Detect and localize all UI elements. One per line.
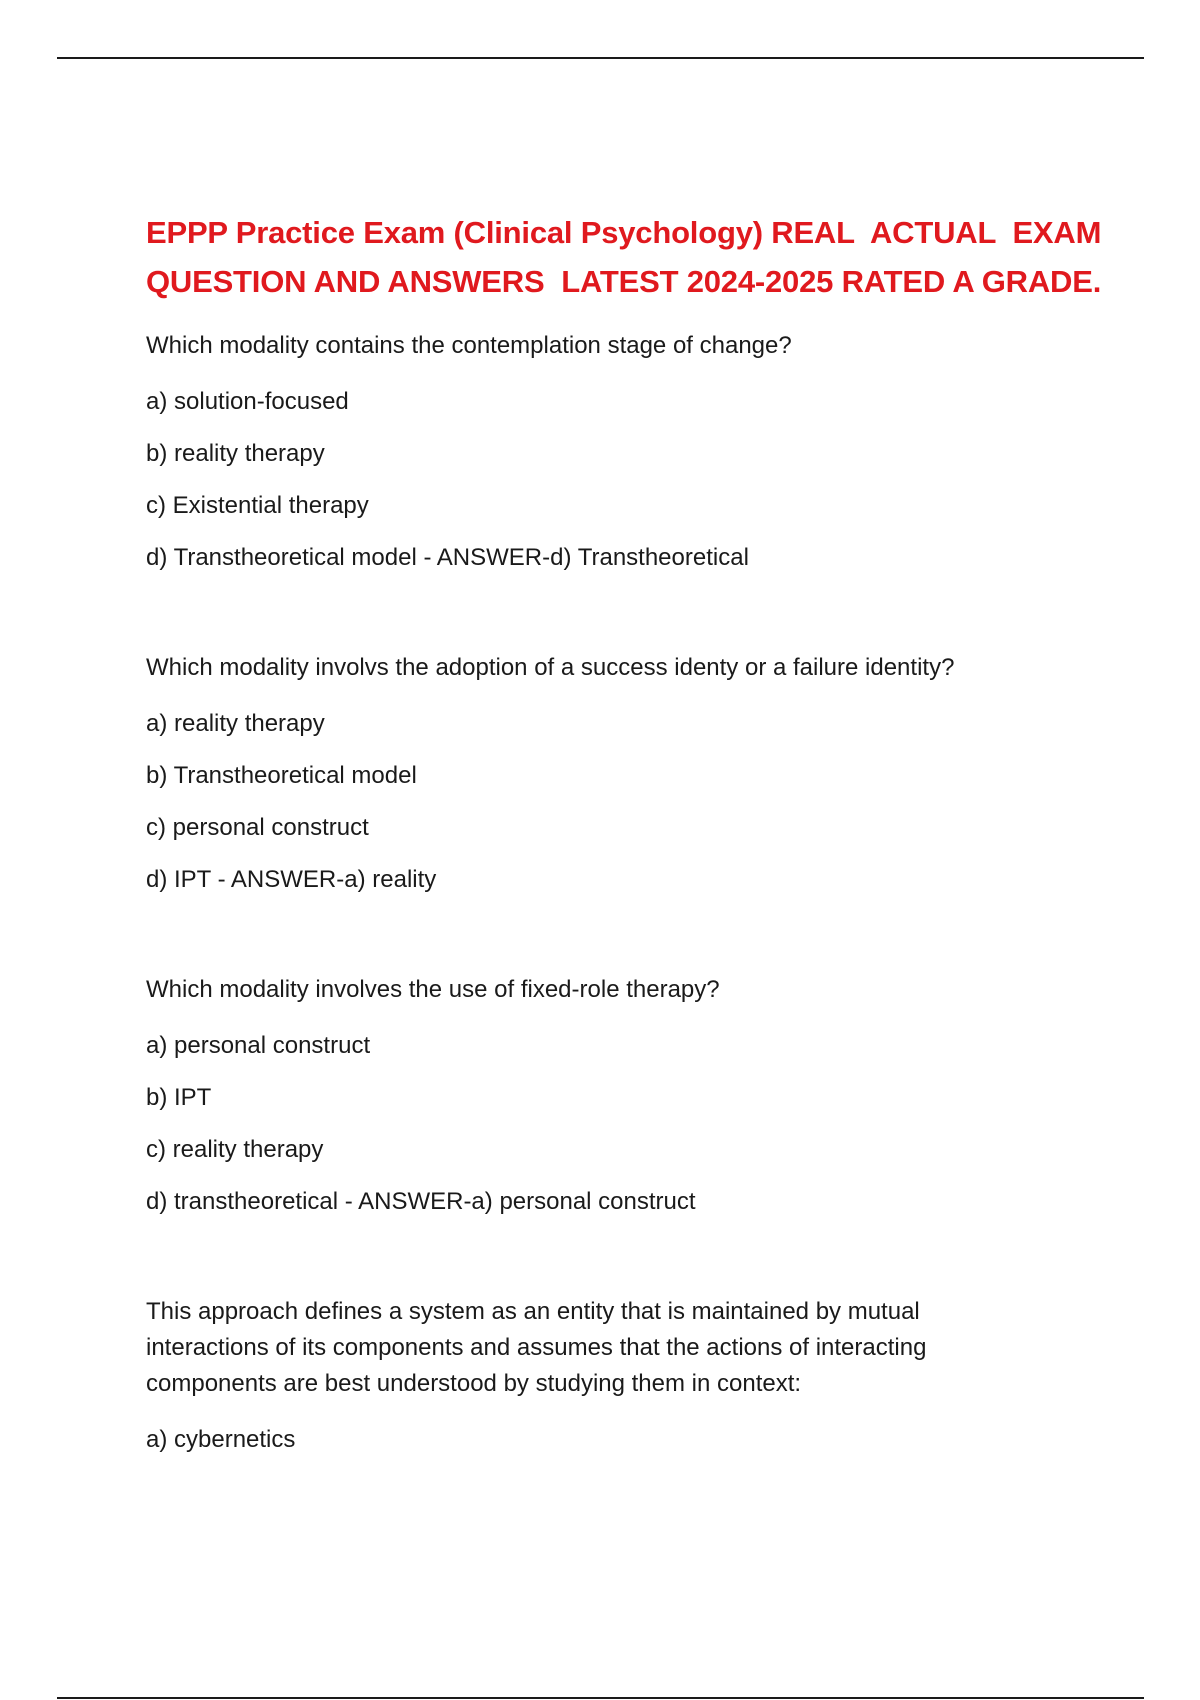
bottom-rule bbox=[57, 1697, 1144, 1699]
document-title bbox=[146, 208, 1106, 306]
question-text: Which modality contains the contemplation stage of change? bbox=[146, 332, 792, 359]
option-d-answer: d) transtheoretical - ANSWER-a) personal construct bbox=[146, 1188, 696, 1215]
option-a: a) solution-focused bbox=[146, 388, 349, 415]
option-c: c) personal construct bbox=[146, 814, 369, 841]
question-text: Which modality involves the use of fixed-role therapy? bbox=[146, 976, 720, 1003]
spacer bbox=[146, 906, 1106, 960]
question-4 bbox=[146, 1282, 1106, 1466]
option-b: b) Transtheoretical model bbox=[146, 762, 417, 789]
question-text bbox=[146, 1282, 1106, 1414]
question-2 bbox=[146, 638, 1106, 906]
option-c: c) reality therapy bbox=[146, 1136, 324, 1163]
question-text: Which modality involvs the adoption of a success identy or a failure identity? bbox=[146, 654, 955, 681]
option-a: a) personal construct bbox=[146, 1032, 371, 1059]
question-text-line-3: components are best understood by studying them in context: bbox=[146, 1370, 802, 1397]
option-d-answer: d) Transtheoretical model - ANSWER-d) Transtheoretical bbox=[146, 544, 749, 571]
option-a: a) cybernetics bbox=[146, 1426, 296, 1453]
document-body bbox=[146, 208, 1106, 1466]
title-line-2: QUESTION AND ANSWERS LATEST 2024-2025 RATED A GRADE. bbox=[146, 264, 1102, 299]
title-line-1: EPPP Practice Exam (Clinical Psychology) REAL ACTUAL EXAM bbox=[146, 215, 1102, 250]
spacer bbox=[146, 1228, 1106, 1282]
option-c: c) Existential therapy bbox=[146, 492, 369, 519]
option-b: b) reality therapy bbox=[146, 440, 325, 467]
option-a: a) reality therapy bbox=[146, 710, 325, 737]
top-rule bbox=[57, 57, 1144, 59]
question-text-line-2: interactions of its components and assumes that the actions of interacting bbox=[146, 1334, 927, 1361]
question-3 bbox=[146, 960, 1106, 1228]
question-1 bbox=[146, 316, 1106, 584]
spacer bbox=[146, 584, 1106, 638]
option-b: b) IPT bbox=[146, 1084, 212, 1111]
option-d-answer: d) IPT - ANSWER-a) reality bbox=[146, 866, 437, 893]
question-text-line-1: This approach defines a system as an entity that is maintained by mutual bbox=[146, 1298, 920, 1325]
